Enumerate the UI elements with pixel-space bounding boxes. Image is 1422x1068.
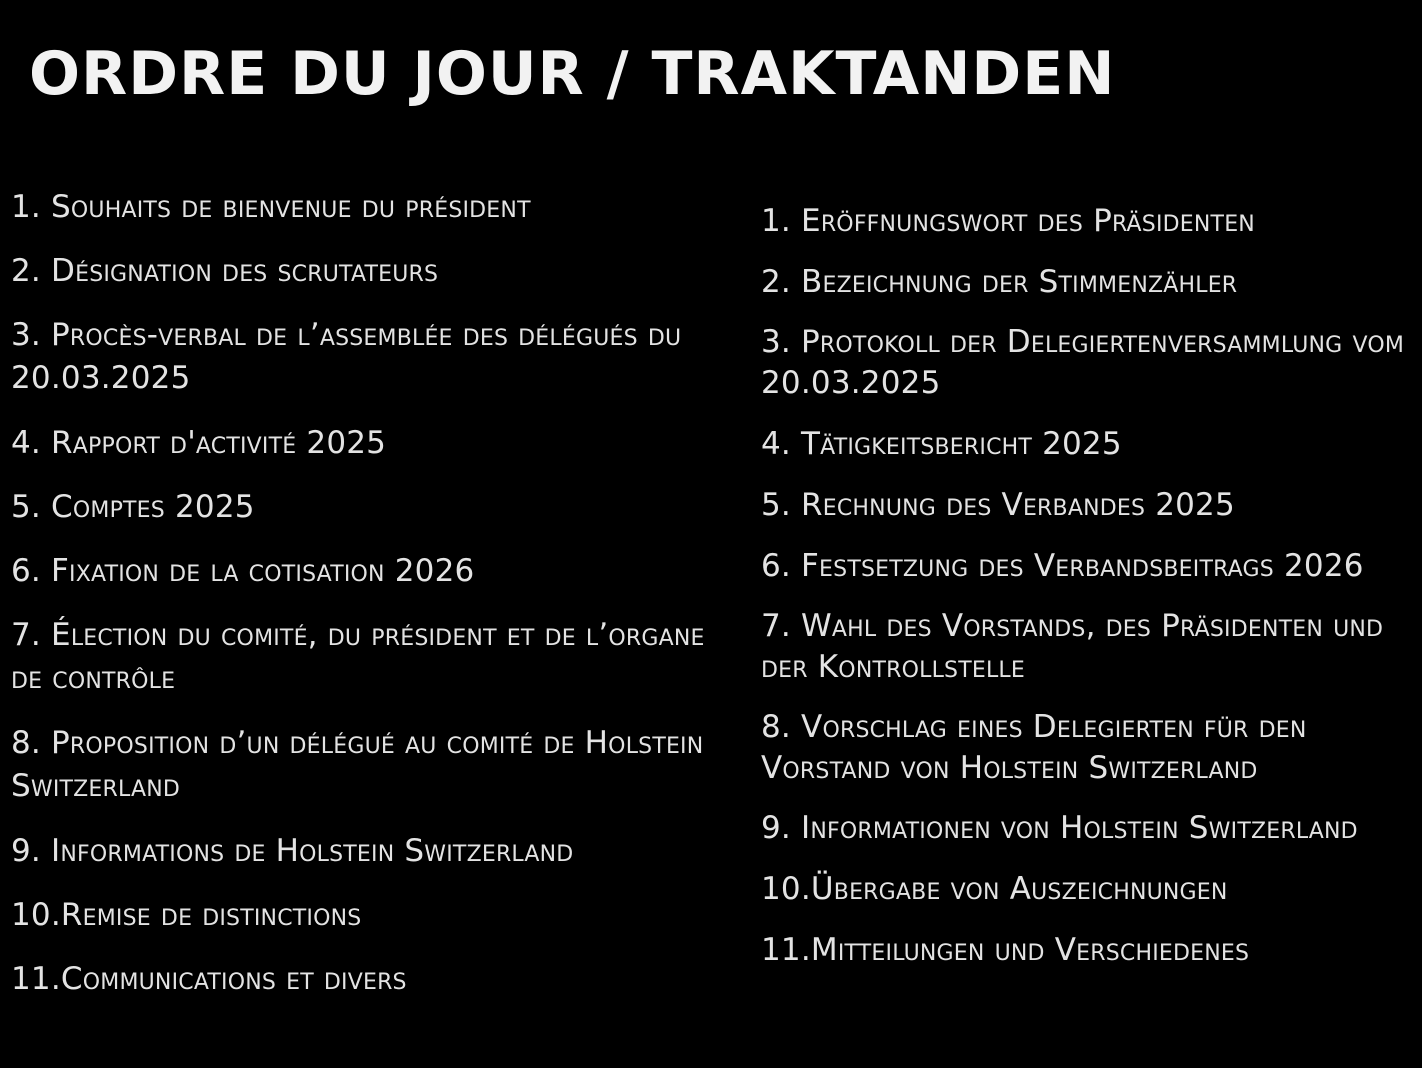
agenda-item-de-10: 10.Übergabe von Auszeichnungen bbox=[761, 871, 1228, 907]
agenda-item-fr-3: 3. Procès-verbal de l’assemblée des délégués du 20.03.2025 bbox=[11, 317, 682, 396]
agenda-item-fr-4: 4. Rapport d'activité 2025 bbox=[11, 425, 387, 461]
agenda-item-de-3: 3. Protokoll der Delegiertenversammlung vom 20.03.2025 bbox=[761, 324, 1405, 401]
agenda-item-fr-11: 11.Communications et divers bbox=[11, 961, 407, 997]
agenda-item-de-11: 11.Mitteilungen und Verschiedenes bbox=[761, 932, 1250, 968]
agenda-item-de-1: 1. Eröffnungswort des Präsidenten bbox=[761, 203, 1255, 239]
agenda-item-fr-1: 1. Souhaits de bienvenue du président bbox=[11, 189, 531, 225]
agenda-item-de-4: 4. Tätigkeitsbericht 2025 bbox=[761, 426, 1122, 462]
agenda-item-fr-10: 10.Remise de distinctions bbox=[11, 897, 362, 933]
agenda-item-de-7: 7. Wahl des Vorstands, des Präsidenten und der Kontrollstelle bbox=[761, 608, 1384, 685]
agenda-item-fr-7: 7. Élection du comité, du président et de l’organe de contrôle bbox=[11, 617, 705, 696]
slide-title: ORDRE DU JOUR / TRAKTANDEN bbox=[29, 39, 1116, 109]
agenda-list-german bbox=[761, 200, 1411, 990]
agenda-item-de-5: 5. Rechnung des Verbandes 2025 bbox=[761, 487, 1235, 523]
agenda-item-fr-9: 9. Informations de Holstein Switzerland bbox=[11, 833, 574, 869]
agenda-list-french bbox=[11, 186, 736, 1022]
agenda-item-de-6: 6. Festsetzung des Verbandsbeitrags 2026 bbox=[761, 548, 1364, 584]
agenda-item-de-2: 2. Bezeichnung der Stimmenzähler bbox=[761, 264, 1238, 300]
agenda-item-de-8: 8. Vorschlag eines Delegierten für den Vorstand von Holstein Switzerland bbox=[761, 709, 1307, 786]
agenda-item-fr-6: 6. Fixation de la cotisation 2026 bbox=[11, 553, 475, 589]
agenda-item-fr-5: 5. Comptes 2025 bbox=[11, 489, 255, 525]
agenda-item-fr-8: 8. Proposition d’un délégué au comité de Holstein Switzerland bbox=[11, 725, 704, 804]
agenda-item-fr-2: 2. Désignation des scrutateurs bbox=[11, 253, 439, 289]
agenda-item-de-9: 9. Informationen von Holstein Switzerland bbox=[761, 810, 1358, 846]
